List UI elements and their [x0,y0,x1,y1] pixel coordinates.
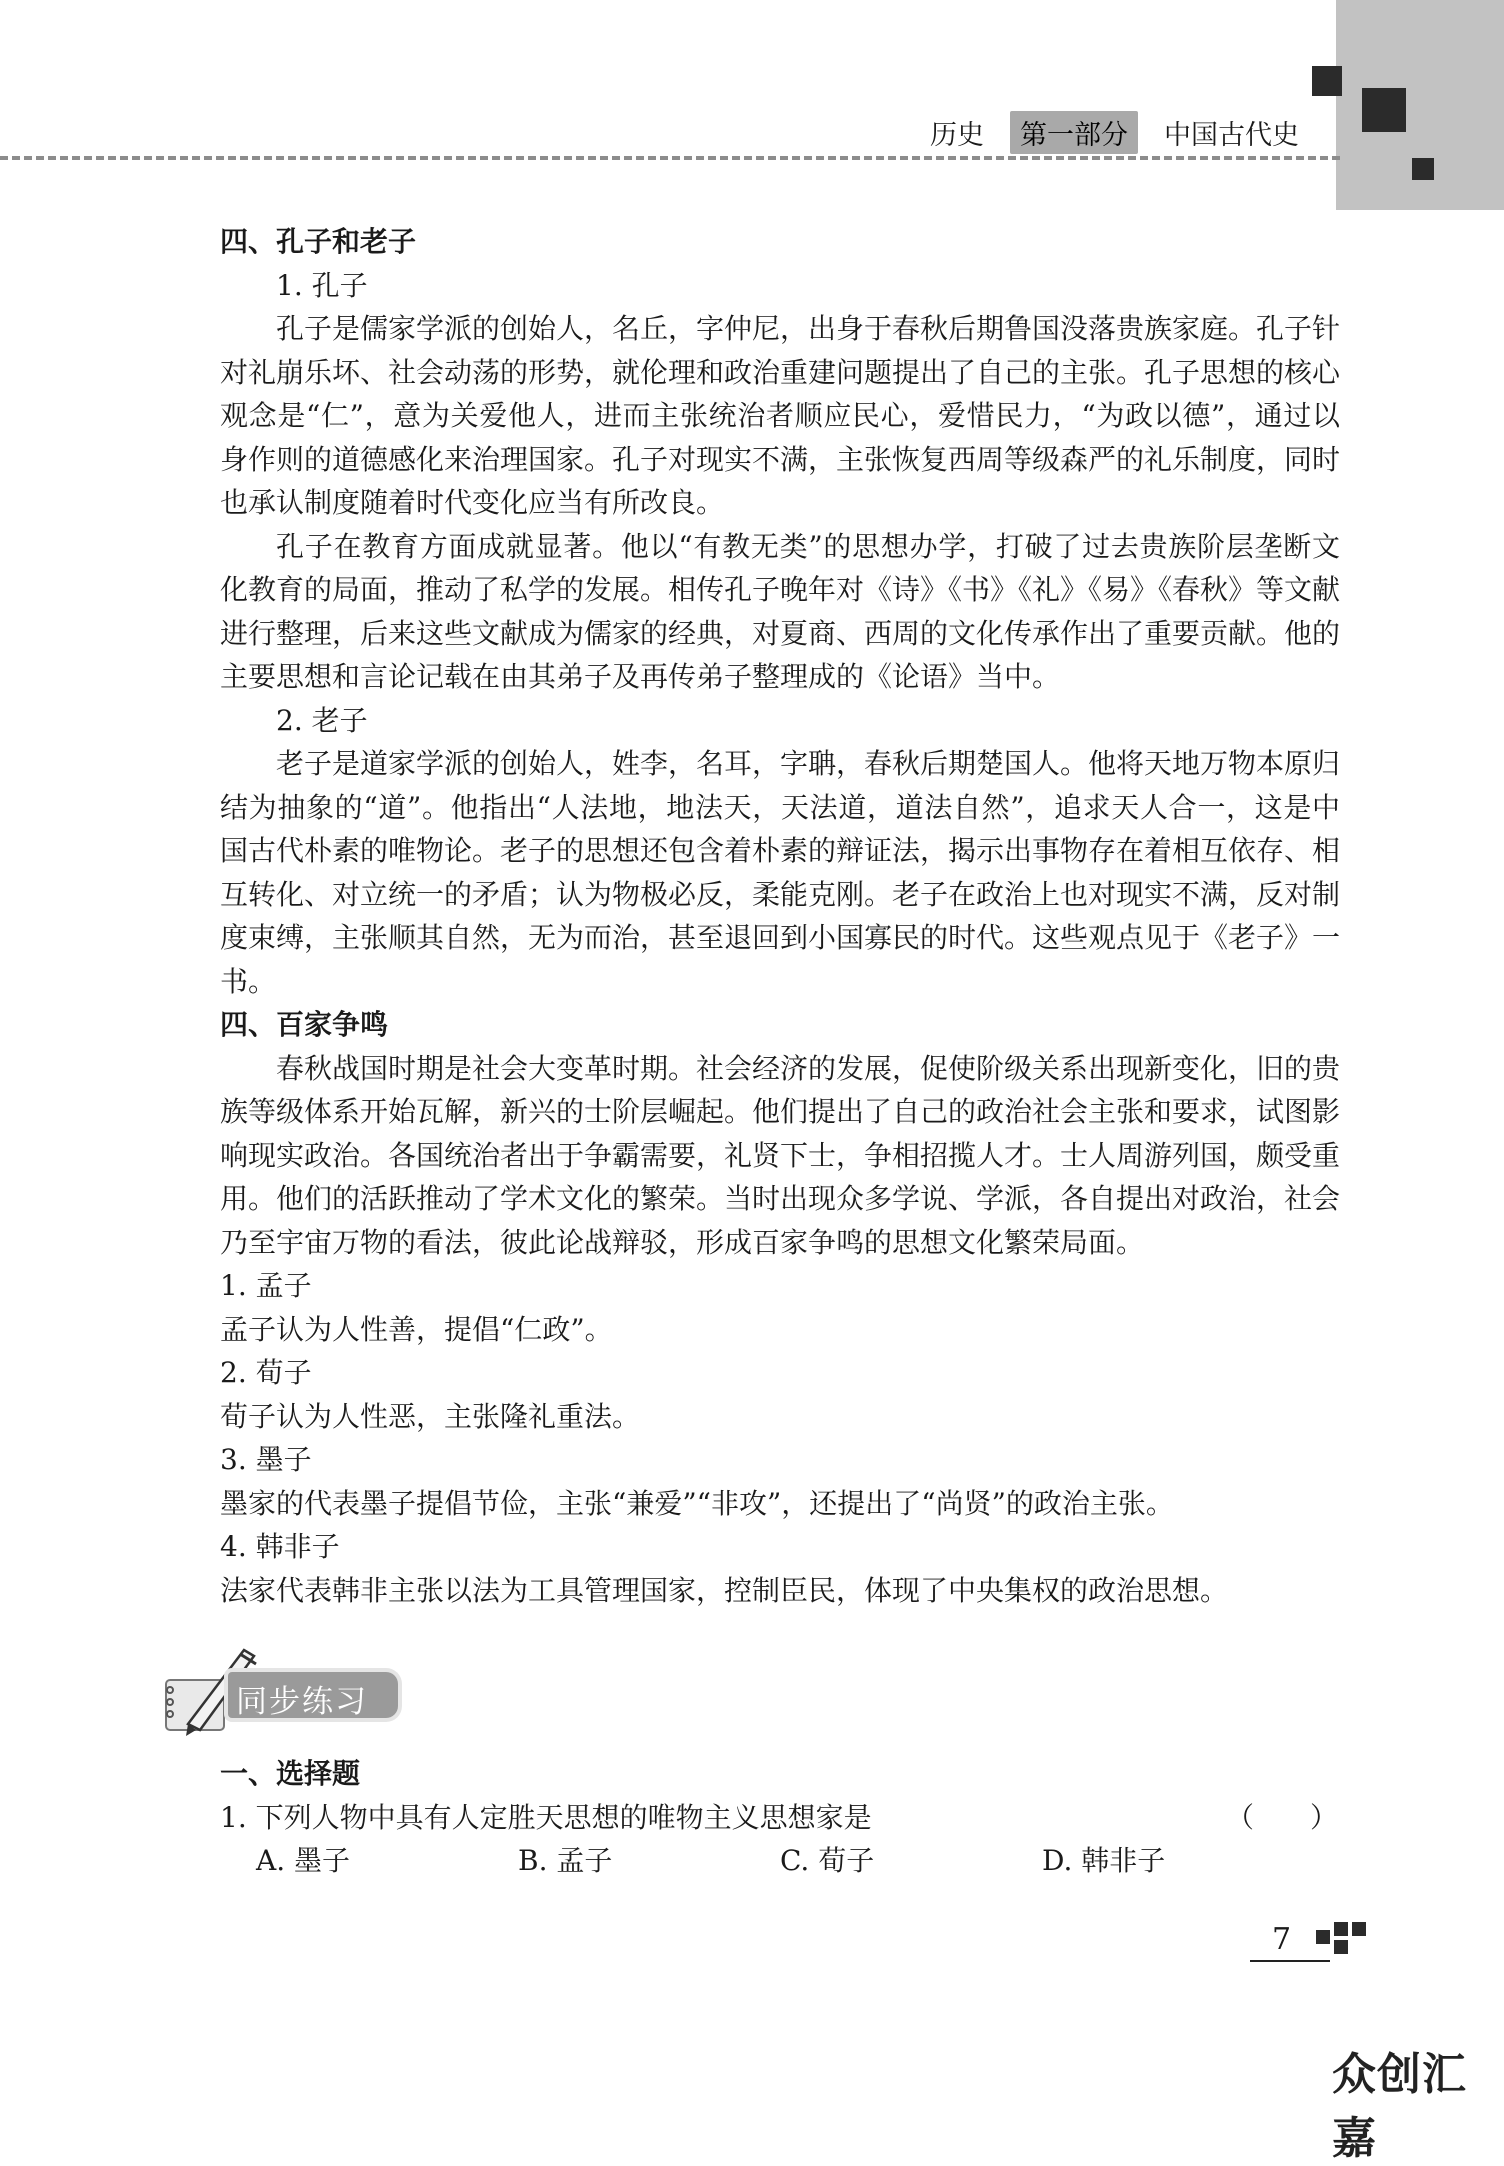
school-text: 法家代表韩非主张以法为工具管理国家，控制臣民，体现了中央集权的政治思想。 [220,1573,1229,1607]
question-stem: 1. 下列人物中具有人定胜天思想的唯物主义思想家是 [220,1800,872,1834]
school-text: 墨家的代表墨子提倡节俭，主张“兼爱”“非攻”，还提出了“尚贤”的政治主张。 [220,1486,1174,1520]
header-subject: 历史 [930,119,984,151]
header-deco-square [1312,66,1342,96]
header-part-badge: 第一部分 [1010,111,1138,154]
subsection-title: 2. 老子 [276,703,368,737]
exercise-section [220,1752,1340,1883]
page-number: 7 [1272,1922,1292,1957]
school-text: 孟子认为人性善，提倡“仁政”。 [220,1312,613,1346]
paragraph: 孔子是儒家学派的创始人，名丘，字仲尼，出身于春秋后期鲁国没落贵族家庭。孔子针对礼崩乐坏、社会动荡的形势，就伦理和政治重建问题提出了自己的主张。孔子思想的核心观念是“仁”，意为关爱他人，进而主张统治者顺应民心，爱惜民力，“为政以德”，通过以身作则的道德感化来治理国家。孔子对现实不满，主张恢复西周等级森严的礼乐制度，同时也承认制度随着时代变化应当有所改良。 [220,312,1341,519]
subsection-title: 1. 孔子 [276,268,368,302]
footer-deco-square [1334,1940,1348,1954]
paragraph: 春秋战国时期是社会大变革时期。社会经济的发展，促使阶级关系出现新变化，旧的贵族等级体系开始瓦解，新兴的士阶层崛起。他们提出了自己的政治社会主张和要求，试图影响现实政治。各国统治者出于争霸需要，礼贤下士，争相招揽人才。士人周游列国，颇受重用。他们的活跃推动了学术文化的繁荣。当时出现众多学说、学派，各自提出对政治，社会乃至宇宙万物的看法，彼此论战辩驳，形成百家争鸣的思想文化繁荣局面。 [220,1051,1341,1259]
watermark: 众创汇嘉 [1332,2049,1467,2164]
practice-banner [160,1642,410,1742]
option-d: D. 韩非子 [1042,1844,1166,1877]
header-deco-square [1362,88,1406,132]
option-c: C. 荀子 [780,1844,875,1877]
header-topic: 中国古代史 [1164,119,1299,151]
footer-deco-square [1352,1922,1366,1936]
header-deco-square [1412,158,1434,180]
page-number-rule [1250,1960,1330,1962]
running-header [930,112,1299,152]
subsection-title: 3. 墨子 [220,1443,312,1476]
subsection-title: 2. 荀子 [220,1356,312,1389]
paragraph: 老子是道家学派的创始人，姓李，名耳，字聃，春秋后期楚国人。他将天地万物本原归结为抽象的“道”。他指出“人法地，地法天，天法道，道法自然”，追求天人合一，这是中国古代朴素的唯物论。老子的思想还包含着朴素的辩证法，揭示出事物存在着相互依存、相互转化、对立统一的矛盾；认为物极必反，柔能克刚。老子在政治上也对现实不满，反对制度束缚，主张顺其自然，无为而治，甚至退回到小国寡民的时代。这些观点见于《老子》一书。 [220,747,1341,998]
school-text: 荀子认为人性恶，主张隆礼重法。 [220,1399,641,1433]
main-content [220,220,1340,1612]
question-1 [220,1796,1340,1840]
section-heading: 四、百家争鸣 [220,1008,389,1041]
subsection-title: 1. 孟子 [220,1269,312,1302]
paragraph: 孔子在教育方面成就显著。他以“有教无类”的思想办学，打破了过去贵族阶层垄断文化教育的局面，推动了私学的发展。相传孔子晚年对《诗》《书》《礼》《易》《春秋》等文献进行整理，后来这些文献成为儒家的经典，对夏商、西周的文化传承作出了重要贡献。他的主要思想和言论记载在由其弟子及再传弟子整理成的《论语》当中。 [220,529,1341,693]
option-a: A. 墨子 [256,1844,351,1877]
exercise-heading: 一、选择题 [220,1757,361,1790]
option-b: B. 孟子 [518,1844,613,1877]
subsection-title: 4. 韩非子 [220,1530,340,1563]
question-options [220,1839,1340,1883]
footer-deco-square [1334,1922,1348,1936]
section-heading: 四、孔子和老子 [220,225,417,258]
header-dashed-rule [0,156,1340,160]
answer-blank: （ ） [1225,1800,1338,1834]
footer-deco-square [1316,1930,1330,1944]
banner-label: 同步练习 [236,1684,368,1720]
